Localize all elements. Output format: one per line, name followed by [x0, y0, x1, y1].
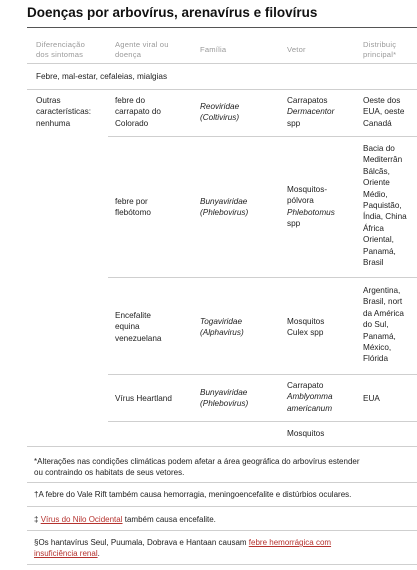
footnote-west-nile: ‡ Vírus do Nilo Ocidental também causa encefalite. [34, 515, 216, 524]
footnote-rule [27, 482, 417, 483]
renal-insufficiency-link[interactable]: insuficiência renal [34, 549, 98, 559]
header-bottom-rule [27, 63, 417, 64]
column-header-differentiation: Diferenciação dos sintomas [36, 40, 86, 59]
header-top-rule [27, 27, 417, 28]
column-header-family: Família [200, 45, 227, 54]
page-title: Doenças por arbovírus, arenavírus e filovírus [27, 5, 318, 20]
vector-cell: Carrapatos Dermacentor spp [287, 96, 335, 128]
column-header-agent: Agente viral ou doença [115, 40, 169, 59]
row-rule [108, 136, 417, 137]
distribution-cell: Oeste dos EUA, oeste Canadá [363, 96, 405, 128]
west-nile-virus-link[interactable]: Vírus do Nilo Ocidental [40, 515, 123, 524]
differentiation-cell: Outras características: nenhuma [36, 96, 92, 128]
agent-cell: febre por flebótomo [115, 197, 151, 218]
footnote-bottom-rule [27, 564, 417, 565]
footnote-rift: †A febre do Vale Rift também causa hemorragia, meningoencefalite e distúrbios oculares. [34, 490, 352, 499]
vector-cell: Mosquitos Culex spp [287, 317, 325, 338]
agent-cell: Encefalite equina venezuelana [115, 311, 162, 343]
family-cell: Bunyaviridae (Phlebovirus) [200, 388, 249, 409]
hemorrhagic-fever-link[interactable]: febre hemorrágica com [248, 538, 332, 547]
row-rule [108, 421, 417, 422]
footnote-rule [27, 530, 417, 531]
footnote-rule [27, 506, 417, 507]
agent-cell: Vírus Heartland [115, 394, 172, 403]
family-cell: Togaviridae (Alphavirus) [200, 317, 244, 338]
family-cell: Bunyaviridae (Phlebovirus) [200, 197, 249, 218]
distribution-cell: EUA [363, 394, 380, 403]
family-cell: Reoviridae (Coltivirus) [200, 102, 240, 123]
vector-cell: Mosquitos [287, 429, 325, 438]
vector-cell: Carrapato Amblyomma americanum [287, 381, 333, 413]
row-rule [108, 374, 417, 375]
row-rule [108, 277, 417, 278]
common-symptoms-rule [27, 89, 417, 90]
column-header-distribution: Distribuiç principal* [363, 40, 397, 59]
distribution-cell: Argentina, Brasil, nort da América do Sul, Panamá, México, Flórida [363, 286, 404, 364]
vector-cell: Mosquitos- pólvora Phlebotomus spp [287, 185, 335, 229]
footnote-hantavirus: §Os hantavírus Seul, Puumala, Dobrava e Hantaan causam febre hemorrágica com insuficiência renal. [34, 538, 332, 559]
distribution-cell: Bacia do Mediterrân Bálcãs, Oriente Médio, Paquistão, Índia, China África Oriental, Panamá, Brasil [363, 144, 407, 268]
column-header-vector: Vetor [287, 45, 306, 54]
agent-cell: febre do carrapato do Colorado [115, 96, 161, 128]
common-symptoms: Febre, mal-estar, cefaleias, mialgias [36, 72, 168, 81]
table-bottom-rule [27, 446, 417, 447]
footnote-climate: *Alterações nas condições climáticas podem afetar a área geográfica do arbovírus estender ou contraindo os habitats de seus vetores. [34, 457, 360, 478]
